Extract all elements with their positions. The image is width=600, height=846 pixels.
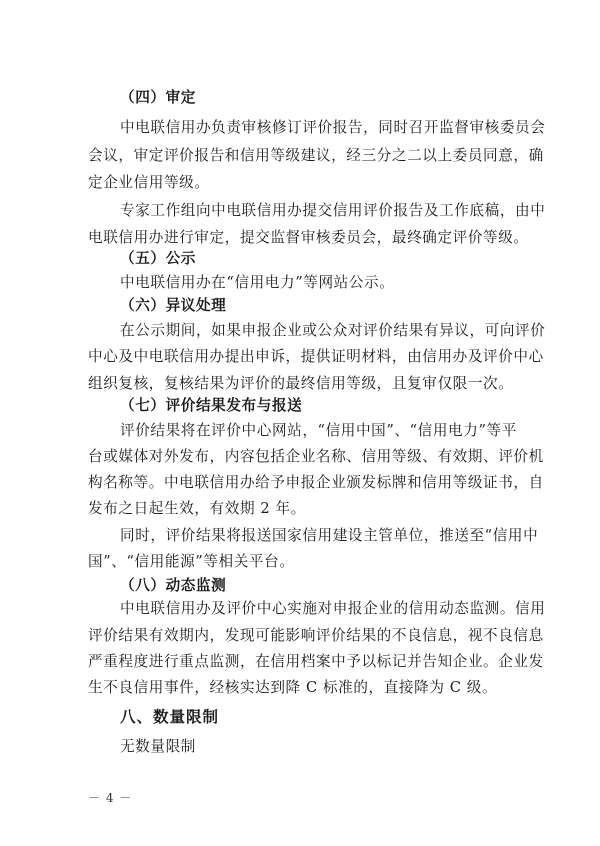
section-8-paragraph-1-line-4: 生不良信用事件，经核实达到降 C 标准的，直接降为 C 级。 xyxy=(88,679,498,696)
section-4-paragraph-2-line-1: 专家工作组向中电联信用办提交信用评价报告及工作底稿，由中 xyxy=(120,202,546,219)
section-7-paragraph-1-line-4: 发布之日起生效，有效期 2 年。 xyxy=(88,500,306,517)
section-8-title: （八）动态监测 xyxy=(120,577,227,594)
section-7-paragraph-1-line-3: 构名称等。中电联信用办给予申报企业颁发标牌和信用等级证书，自 xyxy=(88,474,544,491)
section-4-paragraph-2-line-2: 电联信用办进行审定，提交监督审核委员会，最终确定评价等级。 xyxy=(88,229,529,246)
section-7-paragraph-2-line-2: 国”、“信用能源”等相关平台。 xyxy=(88,553,295,570)
chapter-8-body: 无数量限制 xyxy=(120,738,196,755)
section-7-paragraph-1-line-1: 评价结果将在评价中心网站，“信用中国”、“信用电力”等平 xyxy=(120,422,517,439)
section-4-title: （四）审定 xyxy=(120,89,196,106)
page-number: － 4 － xyxy=(88,791,133,805)
section-5-paragraph-1-line-1: 中电联信用办在“信用电力”等网站公示。 xyxy=(120,274,395,291)
section-8-paragraph-1-line-3: 严重程度进行重点监测，在信用档案中予以标记并告知企业。企业发 xyxy=(88,653,544,670)
section-8-paragraph-1-line-2: 评价结果有效期内，发现可能影响评价结果的不良信息，视不良信息 xyxy=(88,627,544,644)
section-6-title: （六）异议处理 xyxy=(120,297,227,314)
section-4-paragraph-1-line-2: 会议，审定评价报告和信用等级建议，经三分之二以上委员同意，确 xyxy=(88,147,544,164)
section-6-paragraph-1-line-2: 中心及中电联信用办提出申诉，提供证明材料，由信用办及评价中心 xyxy=(88,348,544,365)
chapter-8-title: 八、数量限制 xyxy=(120,708,220,726)
section-8-paragraph-1-line-1: 中电联信用办及评价中心实施对申报企业的信用动态监测。信用 xyxy=(120,600,546,617)
section-4-paragraph-1-line-1: 中电联信用办负责审核修订评价报告，同时召开监督审核委员会 xyxy=(120,119,546,136)
section-7-paragraph-1-line-2: 台或媒体对外发布，内容包括企业名称、信用等级、有效期、评价机 xyxy=(88,448,544,465)
section-4-paragraph-1-line-3: 定企业信用等级。 xyxy=(88,174,210,191)
section-5-title: （五）公示 xyxy=(120,250,196,267)
section-6-paragraph-1-line-3: 组织复核，复核结果为评价的最终信用等级，且复审仅限一次。 xyxy=(88,375,514,392)
section-7-title: （七）评价结果发布与报送 xyxy=(120,397,303,414)
section-7-paragraph-2-line-1: 同时，评价结果将报送国家信用建设主管单位，推送至“信用中 xyxy=(120,527,539,544)
section-6-paragraph-1-line-1: 在公示期间，如果申报企业或公众对评价结果有异议，可向评价 xyxy=(120,322,546,339)
